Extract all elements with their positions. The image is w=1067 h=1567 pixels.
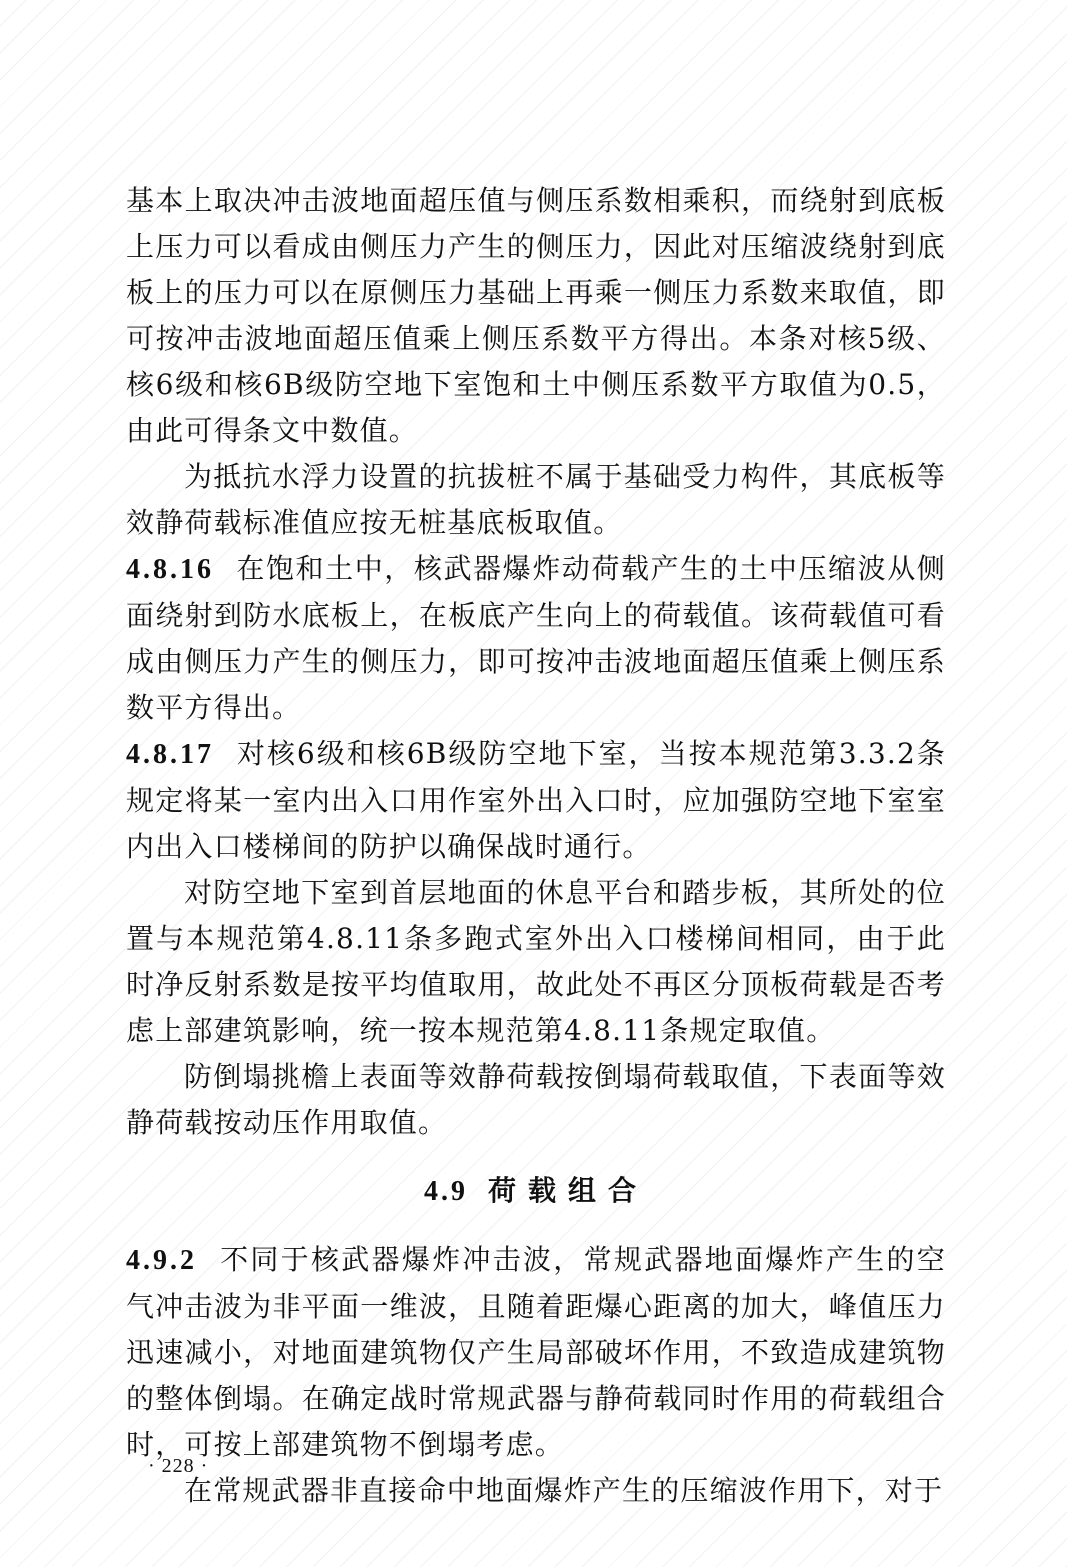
clause-4-8-17: [126, 731, 946, 870]
paragraph: 在常规武器非直接命中地面爆炸产生的压缩波作用下，对于: [184, 1474, 944, 1507]
clause-number: 4.9.2: [126, 1245, 197, 1276]
clause-text: 对核6级和核6B级防空地下室，当按本规范第3.3.2条规定将某一室内出入口用作室外出入口时，应加强防空地下室室内出入口楼梯间的防护以确保战时通行。: [126, 737, 946, 863]
clause-number: 4.8.16: [126, 554, 214, 585]
clause-text: 不同于核武器爆炸冲击波，常规武器地面爆炸产生的空气冲击波为非平面一维波，且随着距爆心距离的加大，峰值压力迅速减小，对地面建筑物仅产生局部破坏作用，不致造成建筑物的整体倒塌。在确定战时常规武器与静荷载同时作用的荷载组合时，可按上部建筑物不倒塌考虑。: [126, 1243, 946, 1461]
paragraph: 基本上取决冲击波地面超压值与侧压系数相乘积，而绕射到底板上压力可以看成由侧压力产生的侧压力，因此对压缩波绕射到底板上的压力可以在原侧压力基础上再乘一侧压力系数来取值，即可按冲击波地面超压值乘上侧压系数平方得出。本条对核5级、核6级和核6B级防空地下室饱和土中侧压系数平方取值为0.5，由此可得条文中数值。: [126, 184, 946, 447]
page-content: [126, 178, 946, 1514]
section-title: 荷载组合: [487, 1174, 648, 1207]
paragraph: 防倒塌挑檐上表面等效静荷载按倒塌荷载取值，下表面等效静荷载按动压作用取值。: [126, 1060, 946, 1139]
paragraph: 为抵抗水浮力设置的抗拔桩不属于基础受力构件，其底板等效静荷载标准值应按无桩基底板取值。: [126, 460, 946, 539]
clause-number: 4.8.17: [126, 739, 214, 770]
paragraph: 对防空地下室到首层地面的休息平台和踏步板，其所处的位置与本规范第4.8.11条多跑式室外出入口楼梯间相同，由于此时净反射系数是按平均值取用，故此处不再区分顶板荷载是否考虑上部建筑影响，统一按本规范第4.8.11条规定取值。: [126, 876, 946, 1047]
clause-4-9-2: [126, 1237, 946, 1468]
clause-text: 在饱和土中，核武器爆炸动荷载产生的土中压缩波从侧面绕射到防水底板上，在板底产生向上的荷载值。该荷载值可看成由侧压力产生的侧压力，即可按冲击波地面超压值乘上侧压系数平方得出。: [126, 552, 946, 724]
clause-4-8-16: [126, 546, 946, 731]
page-number: · 228 ·: [148, 1455, 209, 1477]
section-number: 4.9: [423, 1176, 468, 1207]
section-heading: [126, 1168, 946, 1215]
